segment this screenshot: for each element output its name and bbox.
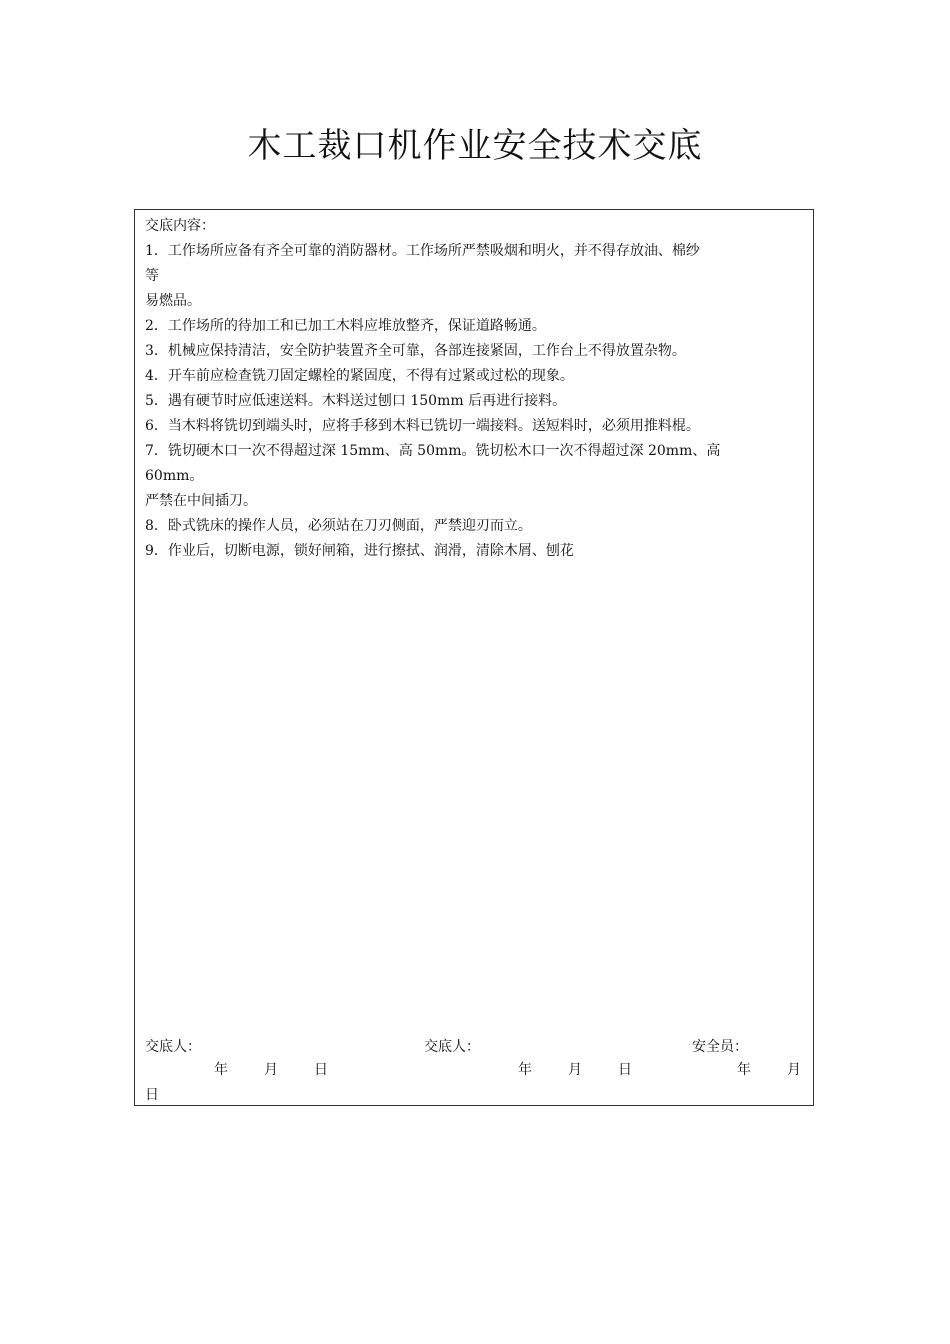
discloser-label-1: 交底人： bbox=[145, 1039, 201, 1055]
date-row bbox=[135, 1058, 815, 1082]
content-line: 1．工作场所应备有齐全可靠的消防器材。工作场所严禁吸烟和明火，并不得存放油、棉纱 bbox=[145, 243, 700, 259]
safety-officer-label: 安全员： bbox=[692, 1039, 748, 1055]
content-line: 8．卧式铣床的操作人员，必须站在刀刃侧面，严禁迎刃而立。 bbox=[145, 518, 532, 534]
content-line: 60mm。 bbox=[145, 468, 204, 484]
date-day-1: 日 bbox=[314, 1062, 328, 1078]
disclosure-table bbox=[134, 209, 814, 1106]
content-line: 4．开车前应检查铣刀固定螺栓的紧固度，不得有过紧或过松的现象。 bbox=[145, 368, 574, 384]
date-month-3: 月 bbox=[787, 1062, 801, 1078]
date-day-2: 日 bbox=[618, 1062, 632, 1078]
content-line: 9．作业后，切断电源，锁好闸箱，进行擦拭、润滑，清除木屑、刨花 bbox=[145, 543, 574, 559]
content-line: 严禁在中间插刀。 bbox=[145, 493, 257, 509]
content-line: 2．工作场所的待加工和已加工木料应堆放整齐，保证道路畅通。 bbox=[145, 318, 546, 334]
content-line: 5．遇有硬节时应低速送料。木料送过刨口 150mm 后再进行接料。 bbox=[145, 393, 567, 409]
date-year-1: 年 bbox=[214, 1062, 228, 1078]
date-year-2: 年 bbox=[518, 1062, 532, 1078]
date-month-2: 月 bbox=[568, 1062, 582, 1078]
date-year-3: 年 bbox=[737, 1062, 751, 1078]
content-line: 3．机械应保持清洁，安全防护装置齐全可靠，各部连接紧固，工作台上不得放置杂物。 bbox=[145, 343, 686, 359]
disclosure-content bbox=[145, 214, 807, 564]
content-line: 7．铣切硬木口一次不得超过深 15mm、高 50mm。铣切松木口一次不得超过深 20mm、高 bbox=[145, 443, 721, 459]
date-day-3: 日 bbox=[145, 1087, 159, 1103]
date-month-1: 月 bbox=[264, 1062, 278, 1078]
section-label: 交底内容： bbox=[145, 218, 215, 234]
content-line: 等 bbox=[145, 268, 159, 284]
document-title: 木工裁口机作业安全技术交底 bbox=[247, 126, 703, 166]
content-line: 6．当木料将铣切到端头时，应将手移到木料已铣切一端接料。送短料时，必须用推料棍。 bbox=[145, 418, 700, 434]
discloser-label-2: 交底人： bbox=[424, 1039, 480, 1055]
content-line: 易燃品。 bbox=[145, 293, 201, 309]
